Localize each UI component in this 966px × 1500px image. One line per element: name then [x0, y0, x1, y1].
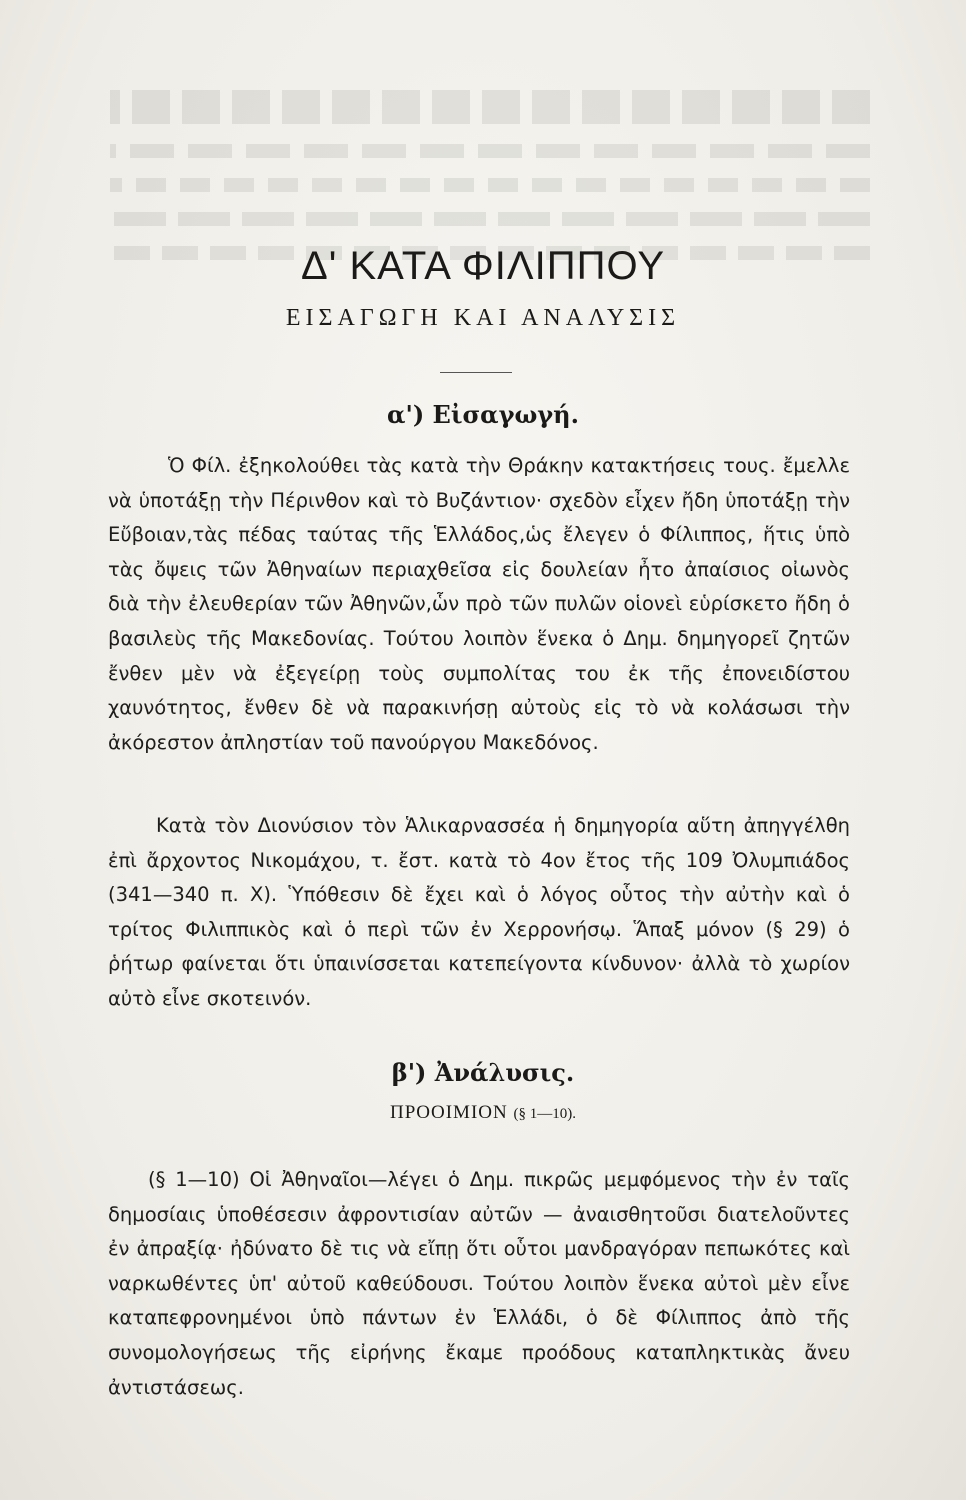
- prooimion-label: ΠΡΟΟΙΜΙΟΝ: [390, 1102, 508, 1123]
- prooimion-reference: (§ 1—10).: [513, 1106, 576, 1122]
- page-title: Δ' ΚΑΤΑ ΦΙΛΙΠΠΟΥ: [300, 244, 666, 288]
- body-paragraph: (§ 1—10) Οἱ Ἀθηναῖοι—λέγει ὁ Δημ. πικρῶς μεμφόμενος τὴν ἐν ταῖς δημοσίαις ὑποθέσεσιν ἀφροντισίαν αὐτῶν — ἀναισθητοῦσι διατελοῦντες ἐν ἀπραξίᾳ· ἠδύνατο δὲ τις νὰ εἴπῃ ὅτι οὗτοι μανδραγόραν πεπωκότες καὶ ναρκωθέντες ὑπ' αὐτοῦ καθεύδουσι. Τούτου λοιπὸν ἕνεκα αὐτοὶ μὲν εἶνε καταπεφρονημένοι ὑπὸ πάντων ἐν Ἑλλάδι, ὁ δὲ Φίλιππος ἀπὸ τῆς συνομολογήσεως τῆς εἰρήνης ἔκαμε προόδους καταπληκτικὰς ἄνευ ἀντιστάσεως.: [108, 1168, 850, 1399]
- section-heading-introduction: α') Εἰσαγωγή.: [387, 400, 579, 429]
- prooimion-heading: [0, 1102, 966, 1124]
- body-paragraph: Κατὰ τὸν Διονύσιον τὸν Ἁλικαρνασσέα ἡ δημηγορία αὕτη ἀπηγγέλθη ἐπὶ ἄρχοντος Νικομάχου, τ. ἔστ. κατὰ τὸ 4ον ἔτος τῆς 109 Ὀλυμπιάδος (341—340 π. Χ). Ὑπόθεσιν δὲ ἔχει καὶ ὁ λόγος οὗτος τὴν αὐτὴν καὶ ὁ τρίτος Φιλιππικὸς καὶ ὁ περὶ τῶν ἐν Χερρονήσῳ. Ἅπαξ μόνον (§ 29) ὁ ῥήτωρ φαίνεται ὅτι ὑπαινίσσεται κατεπείγοντα κίνδυνον· ἀλλὰ τὸ χωρίον αὐτὸ εἶνε σκοτεινόν.: [108, 814, 850, 1010]
- show-through-texture: [110, 80, 870, 400]
- divider: [440, 372, 512, 373]
- page-subtitle: ΕΙΣΑΓΩΓΗ ΚΑΙ ΑΝΑΛΥΣΙΣ: [285, 305, 681, 331]
- section-heading-analysis: β') Ἀνάλυσις.: [391, 1058, 575, 1087]
- body-paragraph: Ὁ Φίλ. ἐξηκολούθει τὰς κατὰ τὴν Θράκην κατακτήσεις τους. ἔμελλε νὰ ὑποτάξῃ τὴν Πέρινθον καὶ τὸ Βυζάντιον· σχεδὸν εἶχεν ἤδη ὑποτάξῃ τὴν Εὔβοιαν,τὰς πέδας ταύτας τῆς Ἑλλάδος,ὡς ἔλεγεν ὁ Φίλιππος, ἥτις ὑπὸ τὰς ὄψεις τῶν Ἀθηναίων περιαχθεῖσα εἰς δουλείαν ἦτο ἀπαίσιος οἰωνὸς διὰ τὴν ἐλευθερίαν τῶν Ἀθηνῶν,ὧν πρὸ τῶν πυλῶν οἱονεὶ εὑρίσκετο ἤδη ὁ βασιλεὺς τῆς Μακεδονίας. Τούτου λοιπὸν ἕνεκα ὁ Δημ. δημηγορεῖ ζητῶν ἔνθεν μὲν νὰ ἐξεγείρῃ τοὺς συμπολίτας του ἐκ τῆς ἐπονειδίστου χαυνότητος, ἔνθεν δὲ νὰ παρακινήσῃ αὐτοὺς εἰς τὸ νὰ κολάσωσι τὴν ἀκόρεστον ἀπληστίαν τοῦ πανούργου Μακεδόνος.: [108, 454, 850, 754]
